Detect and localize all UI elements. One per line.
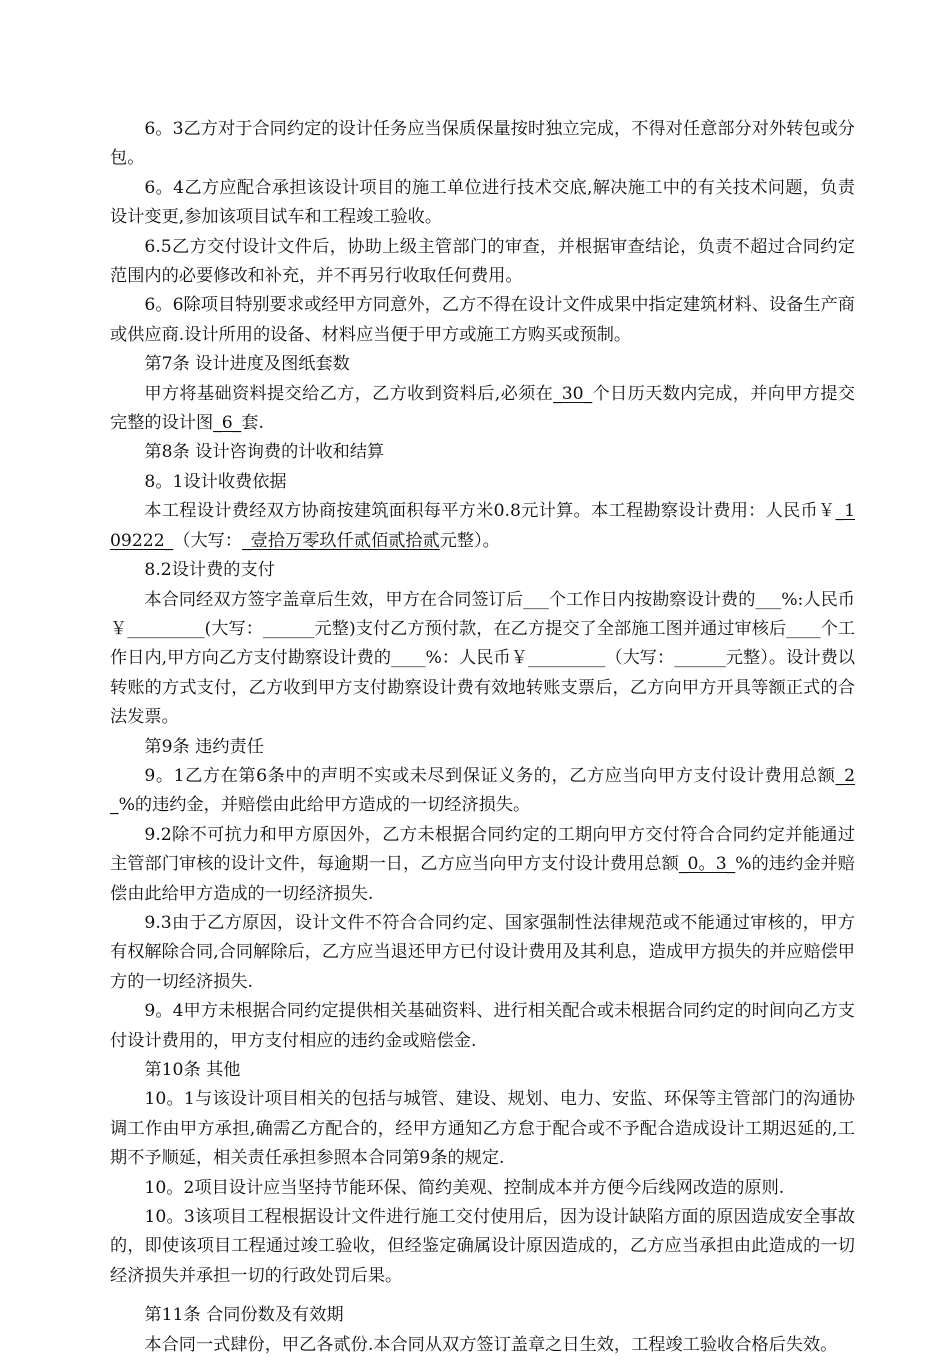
fee-amount-value: _109222_ <box>110 501 855 551</box>
clause-10-1: 10。1与该设计项目相关的包括与城管、建设、规划、电力、安监、环保等主管部门的沟通协调工作由甲方承担,确需乙方配合的，经甲方通知乙方怠于配合或不予配合造成设计工期迟延的,工期不予顺延，相关责任承担参照本合同第9条的规定. <box>110 1089 855 1169</box>
article-9-heading: 第9条 违约责任 <box>144 736 264 757</box>
penalty2-text-1: 9.2除不可抗力和甲方原因外，乙方未根据合同约定的工期向甲方交付符合合同约定并能通过主管部门审核的设计文件，每逾期一日，乙方应当向甲方支付设计费用总额 <box>110 824 855 875</box>
clause-10-2: 10。2项目设计应当坚持节能环保、简约美观、控制成本并方便今后线网改造的原则. <box>144 1177 785 1198</box>
penalty2-percent-value: _0。3_ <box>678 854 736 875</box>
article-8-heading: 第8条 设计咨询费的计收和结算 <box>144 442 385 463</box>
clause-9-1 <box>110 762 855 821</box>
clause-9-2 <box>110 821 855 909</box>
schedule-sets-value: _6_ <box>213 413 242 434</box>
fee-text-3: 元整）。 <box>439 530 500 551</box>
article-10-heading: 第10条 其他 <box>144 1060 241 1080</box>
penalty1-percent-value: _2_ <box>110 765 855 816</box>
penalty1-text-2: %的违约金，并赔偿由此给甲方造成的一切经济损失。 <box>118 795 531 816</box>
schedule-days-value: _30_ <box>553 383 593 404</box>
fee-text-2: （大写： <box>173 530 243 551</box>
penalty1-text-1: 9。1乙方在第6条中的声明不实或未尽到保证义务的，乙方应当向甲方支付设计费用总额 <box>144 765 836 786</box>
clause-6-3: 6。3乙方对于合同约定的设计任务应当保质保量按时独立完成，不得对任意部分对外转包或分包。 <box>110 119 855 169</box>
clause-6-6: 6。6除项目特别要求或经甲方同意外，乙方不得在设计文件成果中指定建筑材料、设备生产商或供应商.设计所用的设备、材料应当便于甲方或施工方购买或预制。 <box>110 295 855 345</box>
schedule-text-1: 甲方将基础资料提交给乙方，乙方收到资料后,必须在 <box>144 383 554 404</box>
clause-7-schedule <box>110 380 855 439</box>
clause-6-4: 6。4乙方应配合承担该设计项目的施工单位进行技术交底,解决施工中的有关技术问题，负责设计变更,参加该项目试车和工程竣工验收。 <box>110 177 855 228</box>
clause-10-3: 10。3该项目工程根据设计文件进行施工交付使用后，因为设计缺陷方面的原因造成安全事故的，即使该项目工程通过竣工验收，但经鉴定确属设计原因造成的，乙方应当承担由此造成的一切经济损失并承担一切的行政处罚后果。 <box>110 1207 855 1286</box>
fee-text-1: 本工程设计费经双方协商按建筑面积每平方米0.8元计算。本工程勘察设计费用：人民币￥ <box>144 501 836 522</box>
clause-6-5: 6.5乙方交付设计文件后，协助上级主管部门的审查，并根据审查结论，负责不超过合同约定范围内的必要修改和补充，并不再另行收取任何费用。 <box>110 236 855 287</box>
clause-8-1-fee <box>110 497 855 556</box>
clause-8-2-payment: 本合同经双方签字盖章后生效，甲方在合同签订后___个工作日内按勘察设计费的___%:人民币￥_________(大写：______元整)支付乙方预付款，在乙方提交了全部施工图并通过审核后____个工作日内,甲方向乙方支付勘察设计费的____%：人民币￥_________（大写：______元整）。设计费以转账的方式支付，乙方收到甲方支付勘察设计费有效地转账支票后，乙方向甲方开具等额正式的合法发票。 <box>110 589 855 728</box>
clause-9-4: 9。4甲方未根据合同约定提供相关基础资料、进行相关配合或未根据合同约定的时间向乙方支付设计费用的，甲方支付相应的违约金或赔偿金. <box>110 1001 855 1051</box>
contract-body <box>110 115 855 1360</box>
clause-8-1-heading: 8。1设计收费依据 <box>144 471 287 492</box>
penalty2-text-2: %的违约金并赔偿由此给甲方造成的一切经济损失. <box>110 854 855 904</box>
article-7-heading: 第7条 设计进度及图纸套数 <box>144 354 350 375</box>
clause-11-copies: 本合同一式肆份，甲乙各贰份.本合同从双方签订盖章之日生效，工程竣工验收合格后失效。 <box>144 1334 838 1355</box>
schedule-text-2: 个日历天数内完成，并向甲方提交完整的设计图 <box>110 383 855 434</box>
fee-amount-words: _壹拾万零玖仟贰佰贰拾贰 <box>242 530 440 551</box>
clause-8-2-heading: 8.2设计费的支付 <box>144 560 275 581</box>
article-11-heading: 第11条 合同份数及有效期 <box>144 1305 344 1326</box>
clause-9-3: 9.3由于乙方原因，设计文件不符合合同约定、国家强制性法律规范或不能通过审核的，甲方有权解除合同,合同解除后，乙方应当退还甲方已付设计费用及其利息，造成甲方损失的并应赔偿甲方的一切经济损失. <box>110 912 855 992</box>
schedule-text-3: 套. <box>241 413 264 434</box>
